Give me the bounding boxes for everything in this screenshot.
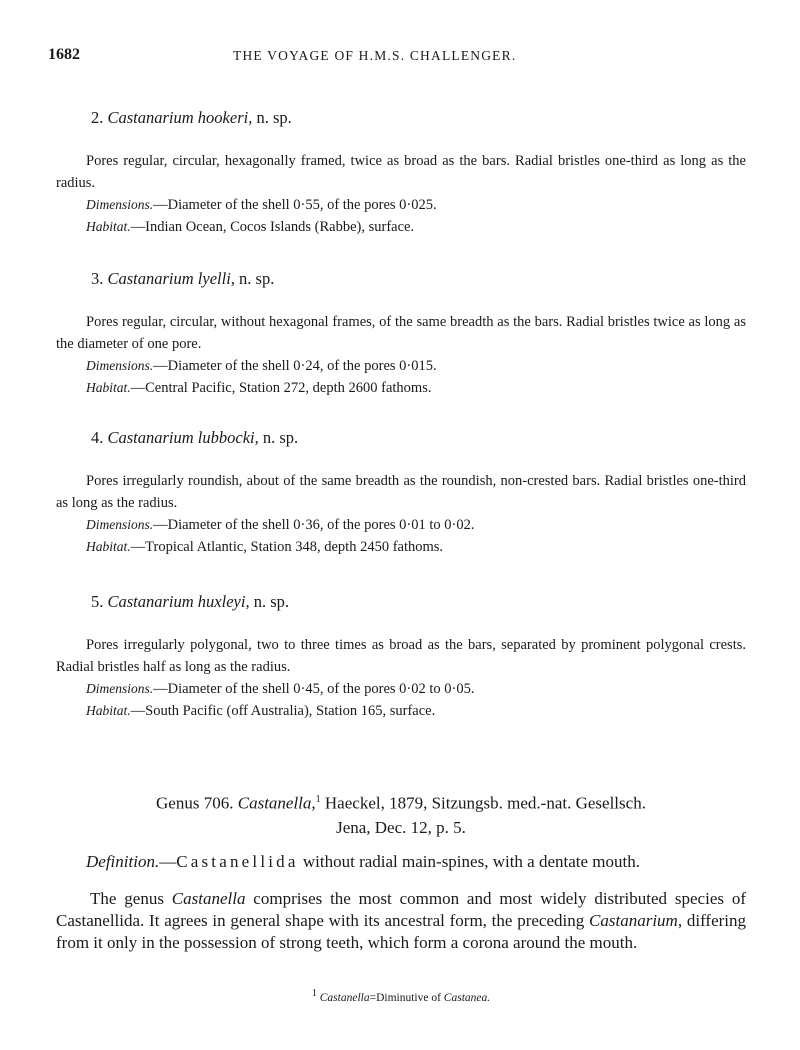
genus-text-part: The genus [90,889,164,908]
habitat-label: Habitat. [86,219,131,234]
species-name: Castanarium lubbocki, [107,428,259,447]
species-habitat [86,216,746,238]
genus-citation: Haeckel, 1879, Sitzungsb. med.-nat. Gesellsch. [324,793,646,813]
dimensions-value: —Diameter of the shell 0·36, of the pores 0·01 to 0·02. [153,517,475,533]
genus-definition [86,852,746,872]
dimensions-label: Dimensions. [86,517,154,532]
dimensions-value: —Diameter of the shell 0·55, of the pores 0·025. [153,197,437,213]
definition-group: Castanellida [176,852,299,871]
footnote [56,988,746,1004]
species-suffix: n. sp. [256,108,292,127]
footnote-term: Castanella [319,991,370,1004]
species-name: Castanarium lyelli, [107,269,235,288]
habitat-label: Habitat. [86,539,131,554]
genus-name: Castanella, [237,793,316,813]
species-description: Pores regular, circular, hexagonally framed, twice as broad as the bars. Radial bristles one-third as long as the radius. [56,153,746,191]
dimensions-label: Dimensions. [86,681,154,696]
footnote-marker: 1 [315,794,321,805]
species-heading [91,108,746,128]
species-name: Castanarium huxleyi, [107,592,250,611]
species-description: Pores irregularly polygonal, two to three times as broad as the bars, separated by prominent polygonal crests. Radial bristles half as long as the radius. [56,637,746,675]
species-entry [56,269,746,399]
genus-text-part: comprises the most common and most widely distributed species of Castanellida. It agrees in general shape with its ancestral form, the preceding [56,889,746,930]
species-number: 5. [91,592,104,611]
genus-text-italic: Castanella [171,889,246,908]
species-heading [91,592,746,612]
genus-heading [56,788,746,840]
species-heading [91,428,746,448]
species-description: Pores irregularly roundish, about of the same breadth as the roundish, non-crested bars. Radial bristles one-third as long as the radius. [56,473,746,511]
dimensions-label: Dimensions. [86,358,154,373]
footnote-source: Castanea. [443,991,491,1004]
species-description: Pores regular, circular, without hexagonal frames, of the same breadth as the bars. Radial bristles twice as long as the diameter of one pore. [56,314,746,352]
species-dimensions [86,355,746,377]
dimensions-value: —Diameter of the shell 0·45, of the pores 0·02 to 0·05. [153,681,475,697]
species-entry [56,428,746,558]
habitat-label: Habitat. [86,703,131,718]
species-name: Castanarium hookeri, [107,108,253,127]
habitat-label: Habitat. [86,380,131,395]
genus-text-part: differing from it only in the possession of strong teeth, which form a corona around the mouth. [56,911,747,952]
genus-prefix: Genus 706. [156,793,234,813]
habitat-value: —Tropical Atlantic, Station 348, depth 2450 fathoms. [130,539,444,555]
species-habitat [86,377,746,399]
genus-citation-line2: Jena, Dec. 12, p. 5. [336,817,466,837]
footnote-equals: =Diminutive of [369,991,441,1004]
page-number: 1682 [48,46,80,63]
page-header [48,46,768,68]
species-entry [56,592,746,722]
dimensions-value: —Diameter of the shell 0·24, of the pores 0·015. [153,358,437,374]
species-dimensions [86,514,746,536]
species-dimensions [86,194,746,216]
genus-description [56,888,746,954]
species-dimensions [86,678,746,700]
species-heading [91,269,746,289]
habitat-value: —South Pacific (off Australia), Station 165, surface. [130,703,436,719]
species-number: 3. [91,269,104,288]
habitat-value: —Indian Ocean, Cocos Islands (Rabbe), surface. [130,219,415,235]
species-suffix: n. sp. [239,269,275,288]
definition-label: Definition. [86,852,160,871]
footnote-marker: 1 [311,988,317,999]
running-title: THE VOYAGE OF H.M.S. CHALLENGER. [233,48,517,63]
species-number: 4. [91,428,104,447]
species-suffix: n. sp. [262,428,299,447]
species-number: 2. [91,108,104,127]
species-entry [56,108,746,238]
habitat-value: —Central Pacific, Station 272, depth 2600 fathoms. [130,380,432,396]
genus-title-line [56,788,746,816]
definition-text: without radial main-spines, with a dentate mouth. [302,852,640,871]
species-suffix: n. sp. [253,592,289,611]
dimensions-label: Dimensions. [86,197,154,212]
genus-text-italic: Castanarium, [589,911,683,930]
definition-dash: — [159,852,177,871]
species-habitat [86,700,746,722]
species-habitat [86,536,746,558]
